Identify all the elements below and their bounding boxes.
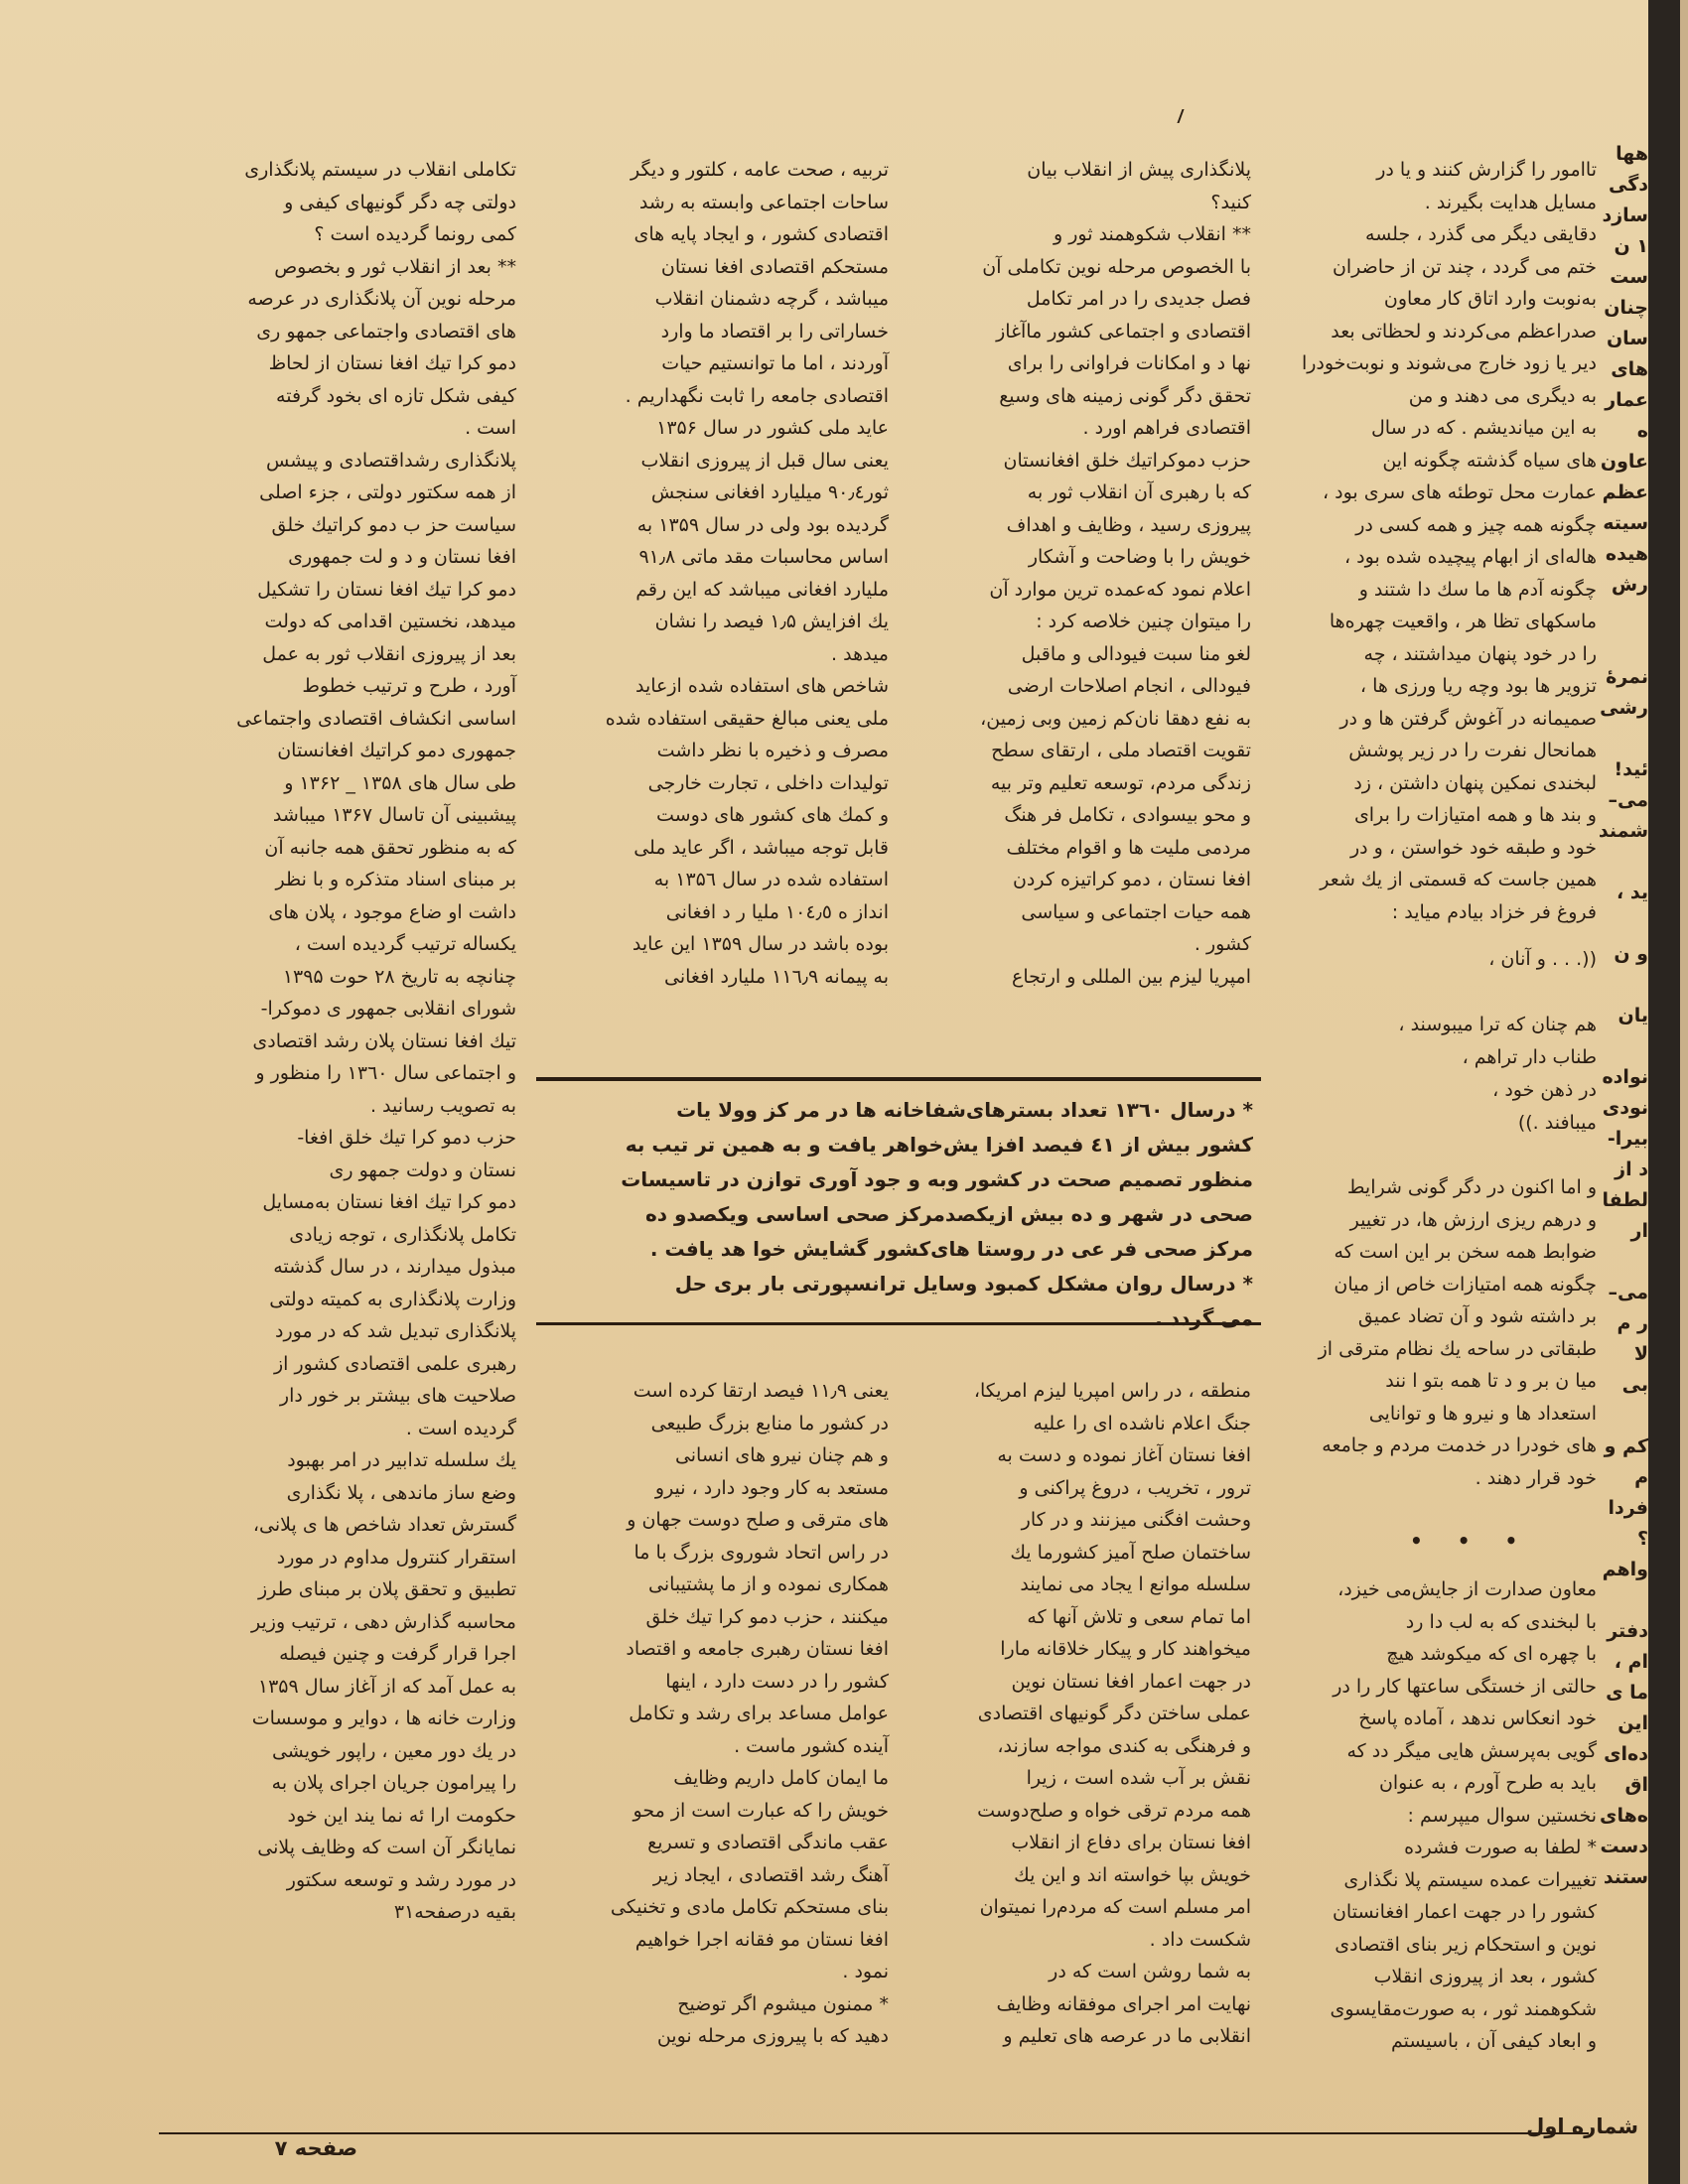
page-number: صفحه ۷ [274,2136,357,2160]
poem-excerpt: ((. . . و آنان ، هم چنان که ترا میبوسند ، طناب دار تراهم ، در ذهن خود ، میبافند .)) [1398,948,1597,1134]
column-4: تکاملی انقلاب در سیستم پلانگذاری دولتی چه دگر گونیهای کیفی و کمی رونما گردیده است ؟ ** بعد از انقلاب ثور و بخصوص مرحله نوین آن پلانگذاری در عرصه های اقتصادی واجتماعی جمهو ری دمو کرا تیك افغا نستان از لحاظ کیفی شکل تازه ای بخود گرفته است . پلانگذاری رشداقتصادی و پیشس از همه سکتور دولتی ، جزء اصلی سیاست حز ب دمو کراتیك خلق افغا نستان و د و لت جمهوری دمو کرا تیك افغا نستان را تشکیل میدهد، نخستین اقدامی که دولت بعد از پیروزی انقلاب ثور به عمل آورد ، طرح و ترتیب خطوط اساسی انکشاف اقتصادی واجتماعی جمهوری دمو کراتیك افغانستان طی سال های ۱۳۵۸ _ ۱۳۶۲ و پیشبینی آن تاسال ۱۳۶۷ میباشد که به منظور تحقق همه جانبه آن بر مبنای اسناد متذکره و با نظر داشت او ضاع موجود ، پلان های یکساله ترتیب گردیده است ، چنانچه به تاریخ ۲۸ حوت ۱۳۹۵ شورای انقلابی جمهور ی دموکرا- تیك افغا نستان پلان رشد اقتصادی و اجتماعی سال ۱۳٦۰ را منظور و به تصویب رسانید . حزب دمو کرا تیك خلق افغا- نستان و دولت جمهو ری دمو کرا تیك افغا نستان به‌مسایل تکامل پلانگذاری ، توجه زیادی مبذول میدارند ، در سال گذشته وزارت پلانگذاری به کمیته دولتی پلانگذاری تبدیل شد که در مورد رهبری علمی اقتصادی کشور از صلاحیت های بیشتر بر خور دار گردیده است . یك سلسله تدابیر در امر بهبود وضع ساز ماندهی ، پلا نگذاری گسترش تعداد شاخص ها ی پلانی، استقرار کنترول مداوم در مورد تطبیق و تحقق پلان بر مبنای طرز محاسبه گذارش دهی ، ترتیب وزیر اجرا قرار گرفت و چنین فیصله به عمل آمد که از آغاز سال ۱۳۵۹ وزارت خانه ها ، دوایر و موسسات در یك دور معین ، راپور خویشی را پیرامون جریان اجرای پلان به حکومت ارا ئه نما یند این خود نمایانگر آن است که وظایف پلانی در مورد رشد و توسعه سکتور بقیه درصفحه۳۱ [236,159,516,1923]
column-3-bottom: یعنی ۱۱٫۹ فیصد ارتقا کرده است در کشور ما منابع بزرگ طبیعی و هم چنان نیرو های انسانی مستعد به کار وجود دارد ، نیرو های مترقی و صلح دوست جهان و در راس اتحاد شوروی بزرگ با ما همکاری نموده و از ما پشتیبانی میکنند ، حزب دمو کرا تیك خلق افغا نستان رهبری جامعه و اقتصاد کشور را در دست دارد ، اینها عوامل مساعد برای رشد و تکامل آینده کشور ماست . ما ایمان کامل داریم وظایف خویش را که عبارت است از محو عقب ماندگی اقتصادی و تسریع آهنگ رشد اقتصادی ، ایجاد زیر بنای مستحکم تکامل مادی و تخنیکی افغا نستان مو فقانه اجرا خواهیم نمود . * ممنون میشوم اگر توضیح دهید که با پیروزی مرحله نوین [610,1380,889,2047]
column-2-bottom: منطقه ، در راس امپریا لیزم امریکا، جنگ اعلام ناشده ای را علیه افغا نستان آغاز نموده و دست به ترور ، تخریب ، دروغ پراکنی و وحشت افگنی میزنند و در کار ساختمان صلح آمیز کشورما یك سلسله موانع ا یجاد می نمایند اما تمام سعی و تلاش آنها که میخواهند کار و پیکار خلاقانه مارا در جهت اعمار افغا نستان نوین عملی ساختن دگر گونیهای اقتصادی و فرهنگی به کندی مواجه سازند، نقش بر آب شده است ، زیرا همه مردم ترقی خواه و صلح‌دوست افغا نستان برای دفاع از انقلاب خویش بپا خواسته اند و این یك امر مسلم است که مردم‌را نمیتوان شکست داد . به شما روشن است که در نهایت امر اجرای موفقانه وظایف انقلابی ما در عرصه های تعلیم و [973,1380,1251,2047]
column-1-top: تاامور را گزارش کنند و یا در مسایل هدایت بگیرند . دقایقی دیگر می گذرد ، جلسه ختم می گردد ، چند تن از حاضران به‌نوبت وارد اتاق کار معاون صدراعظم می‌کردند و لحظاتی بعد دیر یا زود خارج می‌شوند و نوبت‌خودرا به دیگری می دهند و من به این میاندیشم . که در سال های سیاه گذشته چگونه این عمارت محل توطئه های سری بود ، چگونه همه چیز و همه کسی در هاله‌ای از ابهام پیچیده شده بود ، چگونه آدم ها ما سك دا شتند و ماسکهای تظا هر ، واقعیت چهره‌ها را در خود پنهان میداشتند ، چه تزویر ها بود وچه ریا ورزی ها ، صمیمانه در آغوش گرفتن ها و در همانحال نفرت را در زیر پوشش لبخندی نمکین پنهان داشتن ، زد و بند ها و همه امتیازات را برای خود و طبقه خود خواستن ، و در همین جاست که قسمتی از یك شعر فروغ فر خزاد بیادم میاید : [1301,159,1597,923]
adjacent-page-column: هها دگی سازد ۱ ن ست چنان سان های عمار ه عاون عظم سیته هیده رش نمرهٔ رشی ئید! می– شمند ید ، و ن یان نواده نودی بیرا- د از لطفا ار می– ر م لا بی کم و م فردا ؟ واهم دفتر ام ، ما ی این ده‌ای اق ه‌های دست ستند [1598,143,1648,1888]
column-2-top: پلانگذاری پیش از انقلاب بیان کنید؟ ** انقلاب شکوهمند ثور و با الخصوص مرحله نوین تکاملی آن فصل جدیدی را در امر تکامل اقتصادی و اجتماعی کشور ماآغاز نها د و امکانات فراوانی را برای تحقق دگر گونی زمینه های وسیع اقتصادی فراهم اورد . حزب دموکراتیك خلق افغانستان که با رهبری آن انقلاب ثور به پیروزی رسید ، وظایف و اهداف خویش را با وضاحت و آشکار اعلام نمود که‌عمده ترین موارد آن را میتوان چنین خلاصه کرد : لغو منا سبت فیودالی و ماقبل فیودالی ، انجام اصلاحات ارضی به نفع دهقا نان‌کم زمین وبی زمین، تقویت اقتصاد ملی ، ارتقای سطح زندگی مردم، توسعه تعلیم وتر بیه و محو بیسوادی ، تکامل فر هنگ مردمی ملیت ها و اقوام مختلف افغا نستان ، دمو کراتیزه کردن همه حیات اجتماعی و سیاسی کشور . امپریا لیزم بین المللی و ارتجاع [980,159,1251,988]
highlight-box: * درسال ۱۳٦۰ تعداد بسترهای‌شفاخانه ها در مر کز وولا یات کشور بیش از ٤۱ فیصد افزا یش‌خواهر یافت و به همین تر تیب به منظور تصمیم صحت در کشور وبه و جود آوری توازن در تاسیسات صحی در شهر و ده بیش ازیکصدمرکز صحی اساسی ویکصدو ده مرکز صحی فر عی در روستا های‌کشور گشایش خوا هد یافت . * درسال روان مشکل کمبود وسایل ترانسپورتی بار بری حل می گردد . [536,1077,1261,1325]
column-1-middle: و اما اکنون در دگر گونی شرایط و درهم ریزی ارزش ها، در تغییر ضوابط همه سخن بر این است که چگونه همه امتیازات خاص از میان بر داشته شود و آن تضاد عمیق طبقاتی در ساحه یك نظام مترقی از میا ن بر و د تا همه بتو ا نند استعداد ها و نیرو ها و توانایی های خودرا در خدمت مردم و جامعه خود قرار دهند . [1318,1176,1597,1489]
issue-label: شماره اول [1526,2115,1638,2138]
binding-edge [1648,0,1688,2184]
section-separator: • • • [1410,1529,1532,1553]
pen-mark [1177,109,1194,123]
column-1-bottom: معاون صدارت از جایش‌می خیزد، با لبخندی که به لب دا رد با چهره ای که میکوشد هیچ حالتی از خستگی ساعتها کار را در خود انعکاس ندهد ، آماده پاسخ گویی به‌پرسش هایی میگر دد که باید به طرح آورم ، به عنوان نخستین سوال میپرسم : * لطفا به صورت فشرده تغییرات عمده سیستم پلا نگذاری کشور را در جهت اعمار افغانستان نوین و استحکام زیر بنای اقتصادی کشور ، بعد از پیروزی انقلاب شکوهمند ثور ، به صورت‌مقایسوی و ابعاد کیفی آن ، باسیستم [1330,1578,1597,2052]
footer-rule [159,2132,1589,2134]
column-3-top: تربیه ، صحت عامه ، کلتور و دیگر ساحات اجتماعی وابسته به رشد اقتصادی کشور ، و ایجاد پایه های مستحکم اقتصادی افغا نستان میباشد ، گرچه دشمنان انقلاب خساراتی را بر اقتصاد ما وارد آوردند ، اما ما توانستیم حیات اقتصادی جامعه را ثابت نگهداریم . عاید ملی کشور در سال ۱۳۵۶ یعنی سال قبل از پیروزی انقلاب ثور۹۰٫٤ میلیارد افغانی سنجش گردیده بود ولی در سال ۱۳۵۹ به اساس محاسبات مقد ماتی ۹۱٫۸ ملیارد افغانی میباشد که این رقم یك افزایش ۱٫۵ فیصد را نشان میدهد . شاخص های استفاده شده ازعاید ملی یعنی مبالغ حقیقی استفاده شده مصرف و ذخیره با نظر داشت تولیدات داخلی ، تجارت خارجی و کمك های کشور های دوست قابل توجه میباشد ، اگر عاید ملی استفاده شده در سال ۱۳۵٦ به انداز ه ۱۰٤٫٥ ملیا ر د افغانی بوده باشد در سال ۱۳۵۹ این عاید به پیمانه ۱۱٦٫۹ ملیارد افغانی [605,159,889,988]
page-edge [1680,0,1688,2184]
